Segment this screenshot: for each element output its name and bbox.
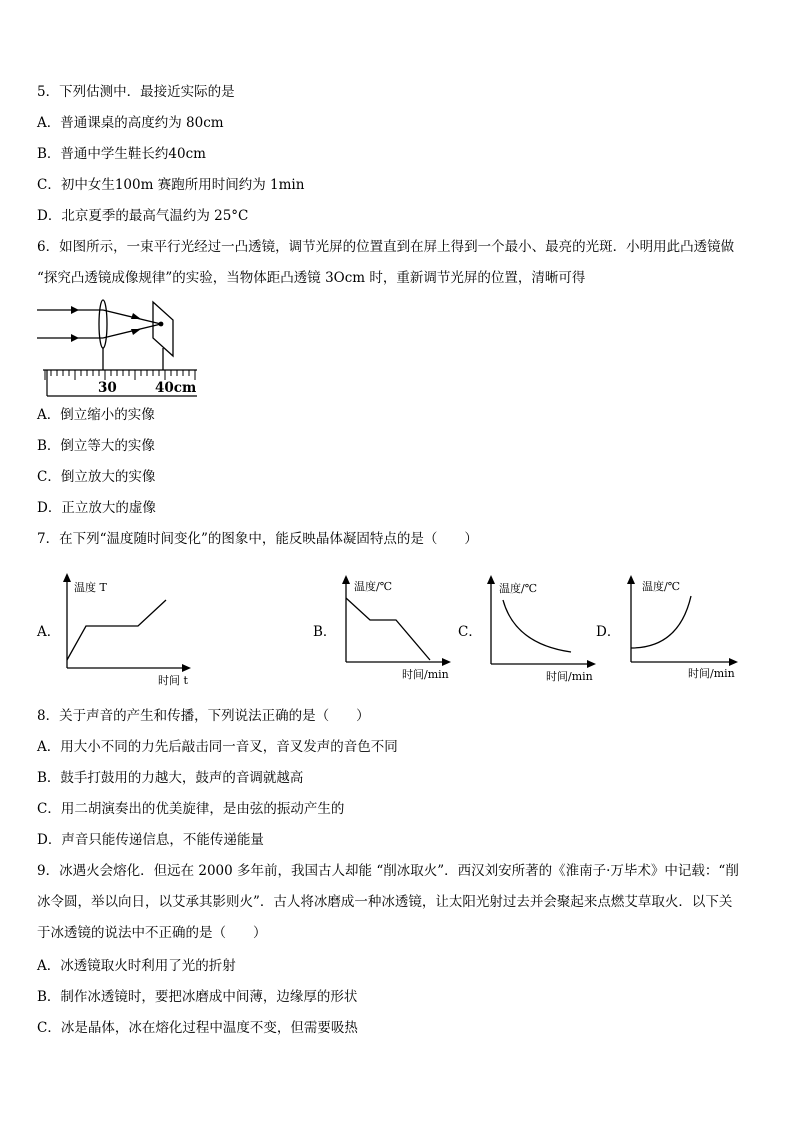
q9-option-a: A．冰透镜取火时利用了光的折射: [37, 958, 236, 974]
q8-option-a: A．用大小不同的力先后敲击同一音叉，音叉发声的音色不同: [37, 739, 398, 755]
q7-graph-d-label: D．: [596, 624, 621, 640]
q6-option-a: A．倒立缩小的实像: [37, 407, 155, 423]
q7-graph-a-label: A．: [37, 624, 61, 640]
q8-option-d: D．声音只能传递信息，不能传递能量: [37, 832, 264, 848]
graph-d-ylabel: 温度/℃: [642, 580, 681, 593]
q9-option-b: B．制作冰透镜时，要把冰磨成中间薄，边缘厚的形状: [37, 989, 358, 1005]
graph-b-xlabel: 时间/min: [402, 668, 449, 681]
graph-d-xlabel: 时间/min: [688, 667, 735, 680]
graph-a-xlabel: 时间 t: [158, 674, 188, 687]
q7-graph-b-label: B．: [313, 624, 337, 640]
q5-option-b: B．普通中学生鞋长约40cm: [37, 146, 206, 162]
q7-graph-c-label: C．: [458, 624, 482, 640]
q8-stem: 8．关于声音的产生和传播，下列说法正确的是（ ）: [37, 708, 370, 724]
q9-option-c: C．冰是晶体，冰在熔化过程中温度不变，但需要吸热: [37, 1020, 358, 1036]
ruler-label-40cm: 40cm: [155, 380, 197, 396]
q8-option-c: C．用二胡演奏出的优美旋律，是由弦的振动产生的: [37, 801, 345, 817]
q5-option-a: A．普通课桌的高度约为 80cm: [37, 115, 224, 131]
q5-stem: 5．下列估测中．最接近实际的是: [37, 84, 235, 100]
graph-c-ylabel: 温度/℃: [499, 582, 538, 595]
q6-stem-line2: “探究凸透镜成像规律”的实验，当物体距凸透镜 3Ocm 时，重新调节光屏的位置，清晰可得: [37, 270, 586, 286]
q9-stem-line2: 冰令圆，举以向日，以艾承其影则火”．古人将冰磨成一种冰透镜，让太阳光射过去并会聚起来点燃艾草取火．以下关: [37, 894, 733, 910]
q6-stem-line1: 6．如图所示，一束平行光经过一凸透镜，调节光屏的位置直到在屏上得到一个最小、最亮的光斑．小明用此凸透镜做: [37, 239, 735, 255]
q6-option-d: D．正立放大的虚像: [37, 500, 156, 516]
q8-option-b: B．鼓手打鼓用的力越大，鼓声的音调就越高: [37, 770, 304, 786]
q6-option-c: C．倒立放大的实像: [37, 469, 156, 485]
graph-a-ylabel: 温度 T: [74, 581, 107, 594]
q5-option-d: D．北京夏季的最高气温约为 25°C: [37, 208, 249, 224]
graph-b-ylabel: 温度/℃: [354, 580, 393, 593]
q9-stem-line3: 于冰透镜的说法中不正确的是（ ）: [37, 925, 267, 941]
q6-option-b: B．倒立等大的实像: [37, 438, 155, 454]
q7-stem: 7．在下列“温度随时间变化”的图象中，能反映晶体凝固特点的是（ ）: [37, 531, 478, 547]
ruler-label-30: 30: [98, 380, 117, 396]
q9-stem-line1: 9．冰遇火会熔化．但远在 2000 多年前，我国古人却能 “削冰取火”．西汉刘安所著的《淮南子·万毕术》中记载：“削: [37, 863, 739, 879]
graph-c-xlabel: 时间/min: [546, 670, 593, 683]
q5-option-c: C．初中女生100m 赛跑所用时间约为 1min: [37, 177, 305, 193]
